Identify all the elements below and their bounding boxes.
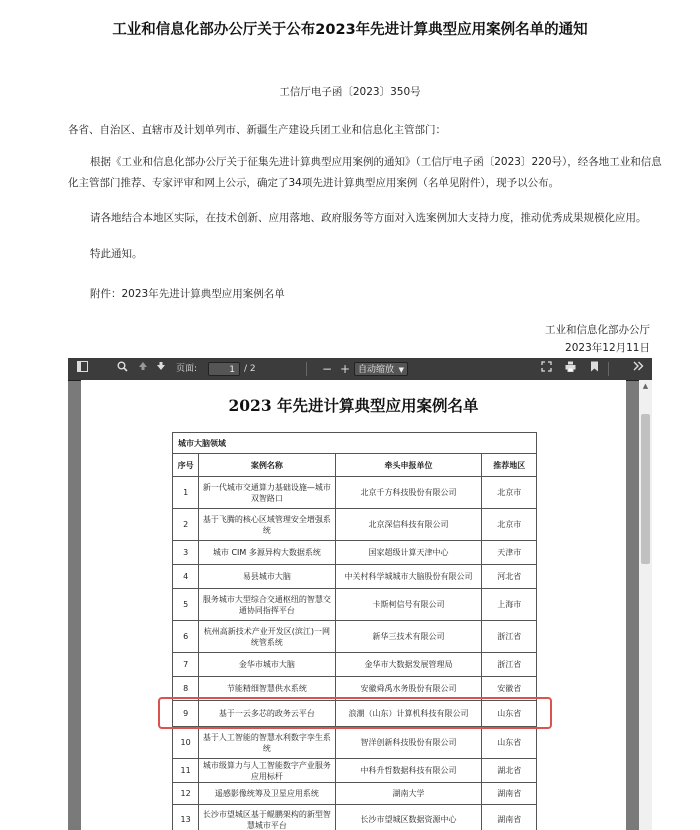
- case-name: 服务城市大型综合交通枢纽的智慧交通协同指挥平台: [199, 589, 335, 621]
- fullscreen-icon[interactable]: [538, 361, 554, 377]
- recommended-region: 浙江省: [482, 653, 537, 677]
- row-index: 9: [173, 701, 199, 727]
- row-index: 5: [173, 589, 199, 621]
- table-header-row: [173, 454, 537, 477]
- search-icon[interactable]: [114, 361, 130, 377]
- recommended-region: 北京市: [482, 477, 537, 509]
- scroll-up-icon[interactable]: ▲: [642, 382, 649, 390]
- table-row: [173, 477, 537, 509]
- recommended-region: 浙江省: [482, 621, 537, 653]
- table-row: [173, 783, 537, 805]
- pdf-title: 2023 年先进计算典型应用案例名单: [228, 396, 479, 415]
- notice-title: 工业和信息化部办公厅关于公布2023年先进计算典型应用案例名单的通知: [112, 22, 588, 38]
- signature-organization: 工业和信息化部办公厅: [545, 324, 650, 336]
- section-label: 城市大脑领域: [173, 433, 537, 454]
- lead-organization: 国家超级计算天津中心: [335, 541, 482, 565]
- bookmark-icon[interactable]: [586, 361, 602, 377]
- lead-organization: 中科升哲数据科技有限公司: [335, 759, 482, 783]
- lead-organization: 安徽舜禹水务股份有限公司: [335, 677, 482, 701]
- body-paragraph-2: 请各地结合本地区实际，在技术创新、应用落地、政府服务等方面对入选案例加大支持力度，推动优秀成果规模化应用。: [90, 212, 647, 224]
- toolbar-divider: [306, 362, 307, 376]
- zoom-out-button[interactable]: −: [321, 362, 333, 376]
- highlight-box: [158, 697, 552, 729]
- case-name: 金华市城市大脑: [199, 653, 335, 677]
- recommended-region: 湖南省: [482, 783, 537, 805]
- row-index: 3: [173, 541, 199, 565]
- table-row: [173, 805, 537, 830]
- table-row: [173, 653, 537, 677]
- zoom-select[interactable]: [354, 362, 408, 376]
- recommended-region: 上海市: [482, 589, 537, 621]
- recommended-region: 山东省: [482, 701, 537, 727]
- pdf-page: [81, 380, 626, 830]
- document-number: 工信厅电子函〔2023〕350号: [279, 86, 421, 98]
- address-line: 各省、自治区、直辖市及计划单列市、新疆生产建设兵团工业和信息化主管部门：: [68, 124, 446, 136]
- lead-organization: 北京千方科技股份有限公司: [335, 477, 482, 509]
- column-header: 案例名称: [199, 454, 335, 477]
- case-name: 遥感影像统筹及卫星应用系统: [199, 783, 335, 805]
- double-chevron-right-icon[interactable]: [630, 361, 646, 377]
- page-number-input[interactable]: 1: [208, 362, 240, 376]
- page-total: / 2: [244, 364, 256, 374]
- case-name: 易县城市大脑: [199, 565, 335, 589]
- row-index: 4: [173, 565, 199, 589]
- lead-organization: 浪潮（山东）计算机科技有限公司: [335, 701, 482, 727]
- scrollbar-thumb[interactable]: [641, 414, 650, 564]
- lead-organization: 北京深信科技有限公司: [335, 509, 482, 541]
- recommended-region: 山东省: [482, 727, 537, 759]
- case-table: [172, 432, 537, 830]
- attachment-link[interactable]: 附件：2023年先进计算典型应用案例名单: [90, 288, 285, 300]
- table-row: [173, 541, 537, 565]
- lead-organization: 智洋创新科技股份有限公司: [335, 727, 482, 759]
- case-name: 节能精细智慧供水系统: [199, 677, 335, 701]
- column-header: 牵头申报单位: [335, 454, 482, 477]
- section-row: [173, 433, 537, 454]
- toolbar-divider: [608, 362, 609, 376]
- case-name: 城市 CIM 多源异构大数据系统: [199, 541, 335, 565]
- table-row: [173, 565, 537, 589]
- chevron-down-icon: ▼: [398, 366, 404, 374]
- case-name: 新一代城市交通算力基础设施—城市双智路口: [199, 477, 335, 509]
- recommended-region: 河北省: [482, 565, 537, 589]
- lead-organization: 金华市大数据发展管理局: [335, 653, 482, 677]
- row-index: 6: [173, 621, 199, 653]
- row-index: 10: [173, 727, 199, 759]
- zoom-in-button[interactable]: +: [339, 362, 351, 376]
- pdf-viewer: [68, 358, 652, 830]
- table-row: [173, 727, 537, 759]
- recommended-region: 湖南省: [482, 805, 537, 830]
- signature-date: 2023年12月11日: [565, 342, 650, 354]
- recommended-region: 湖北省: [482, 759, 537, 783]
- row-index: 1: [173, 477, 199, 509]
- lead-organization: 中关村科学城城市大脑股份有限公司: [335, 565, 482, 589]
- pdf-toolbar: [68, 358, 652, 381]
- closing-line: 特此通知。: [90, 248, 143, 260]
- row-index: 2: [173, 509, 199, 541]
- case-name: 长沙市望城区基于鲲鹏架构的新型智慧城市平台: [199, 805, 335, 830]
- case-name: 杭州高新技术产业开发区(滨江)一网统管系统: [199, 621, 335, 653]
- previous-page-icon[interactable]: [136, 361, 150, 377]
- lead-organization: 新华三技术有限公司: [335, 621, 482, 653]
- case-name: 基于飞腾的核心区域管理安全增强系统: [199, 509, 335, 541]
- case-name: 基于一云多芯的政务云平台: [199, 701, 335, 727]
- sidebar-toggle-icon[interactable]: [74, 361, 90, 377]
- recommended-region: 安徽省: [482, 677, 537, 701]
- lead-organization: 湖南大学: [335, 783, 482, 805]
- row-index: 7: [173, 653, 199, 677]
- page-label: 页面:: [176, 364, 198, 374]
- vertical-scrollbar[interactable]: [639, 380, 652, 830]
- lead-organization: 长沙市望城区数据资源中心: [335, 805, 482, 830]
- recommended-region: 天津市: [482, 541, 537, 565]
- table-row: [173, 589, 537, 621]
- column-header: 推荐地区: [482, 454, 537, 477]
- row-index: 13: [173, 805, 199, 830]
- row-index: 8: [173, 677, 199, 701]
- body-paragraph-1: 根据《工业和信息化部办公厅关于征集先进计算典型应用案例的通知》（工信厅电子函〔2023〕220号），经各地工业和信息化主管部门推荐、专家评审和网上公示，确定了34项先进计算典型应用案例（名单见附件），现予以公布。: [68, 156, 662, 189]
- table-row: [173, 759, 537, 783]
- next-page-icon[interactable]: [154, 361, 168, 377]
- table-row: [173, 509, 537, 541]
- lead-organization: 卡斯柯信号有限公司: [335, 589, 482, 621]
- column-header: 序号: [173, 454, 199, 477]
- table-row: [173, 621, 537, 653]
- recommended-region: 北京市: [482, 509, 537, 541]
- zoom-value: 自动缩放: [358, 365, 395, 375]
- print-icon[interactable]: [562, 361, 578, 377]
- row-index: 11: [173, 759, 199, 783]
- case-name: 基于人工智能的智慧水利数字孪生系统: [199, 727, 335, 759]
- row-index: 12: [173, 783, 199, 805]
- case-name: 城市级算力与人工智能数字产业服务应用标杆: [199, 759, 335, 783]
